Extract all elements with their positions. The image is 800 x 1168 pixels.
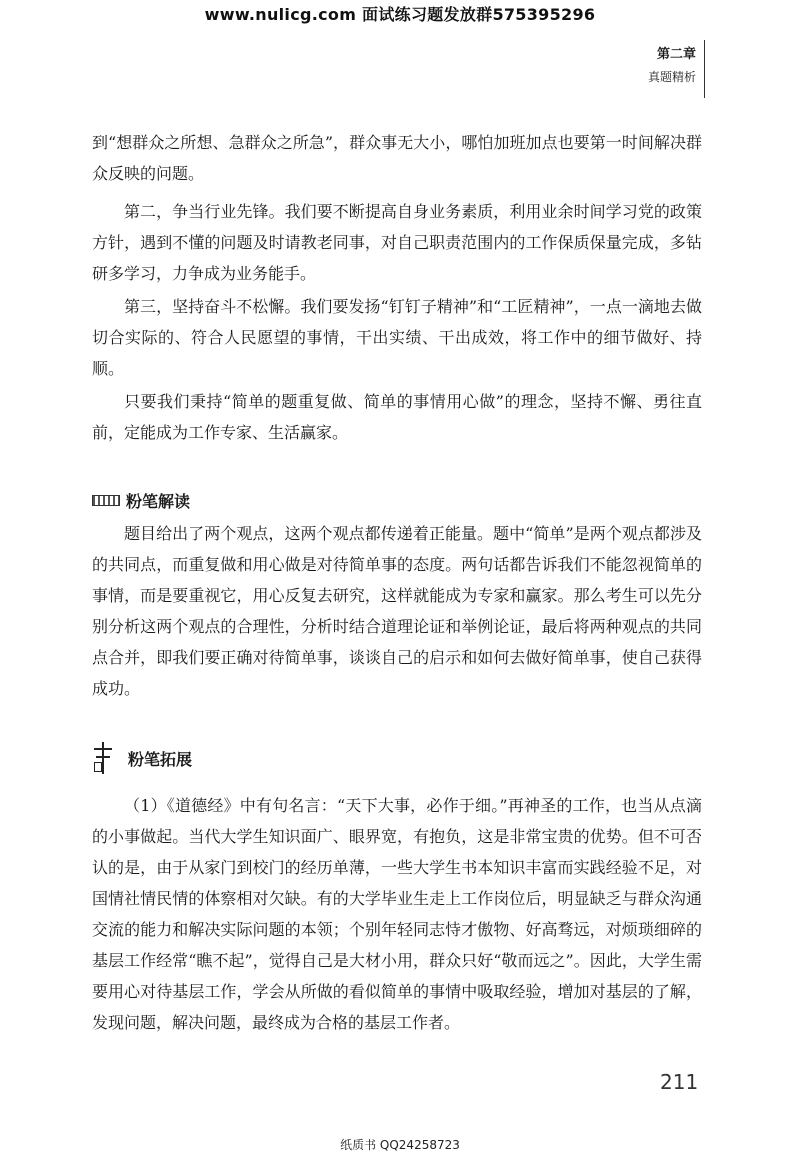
- answer-paragraph-4: 只要我们秉持“简单的题重复做、简单的事情用心做”的理念，坚持不懈、勇往直前，定能成为工作专家、生活赢家。: [92, 392, 702, 442]
- answer-paragraph-2: 第二，争当行业先锋。我们要不断提高自身业务素质，利用业余时间学习党的政策方针，遇到不懂的问题及时请教老同事，对自己职责范围内的工作保质保量完成，多钻研多学习，力争成为业务能手。: [92, 202, 702, 283]
- watermark-top: www.nulicg.com 面试练习题发放群575395296: [204, 5, 596, 24]
- expansion-heading: [92, 742, 192, 774]
- chapter-section: 真题精析: [647, 70, 696, 84]
- chapter-divider: [704, 40, 705, 98]
- expansion-body: （1）《道德经》中有句名言：“天下大事，必作于细。”再神圣的工作，也当从点滴的小事做起。当代大学生知识面广、眼界宽，有抱负，这是非常宝贵的优势。但不可否认的是，由于从家门到校门的经历单薄，一些大学生书本知识丰富而实践经验不足，对国情社情民情的体察相对欠缺。有的大学毕业生走上工作岗位后，明显缺乏与群众沟通交流的能力和解决实际问题的本领；个别年轻同志恃才傲物、好高骛远，对烦琐细碎的基层工作经常“瞧不起”，觉得自己是大材小用，群众只好“敬而远之”。因此，大学生需要用心对待基层工作，学会从所做的看似简单的事情中吸取经验，增加对基层的了解，发现问题，解决问题，最终成为合格的基层工作者。: [92, 796, 702, 1032]
- page-number: 211: [660, 1070, 699, 1094]
- interpretation-body: 题目给出了两个观点，这两个观点都传递着正能量。题中“简单”是两个观点都涉及的共同点，而重复做和用心做是对待简单事的态度。两句话都告诉我们不能忽视简单的事情，而是要重视它，用心反复去研究，这样就能成为专家和赢家。那么考生可以先分别分析这两个观点的合理性，分析时结合道理论证和举例论证，最后将两种观点的共同点合并，即我们要正确对待简单事，谈谈自己的启示和如何去做好简单事，使自己获得成功。: [92, 524, 702, 698]
- chapter-header: [648, 46, 696, 87]
- interpretation-icon: [92, 495, 120, 506]
- expansion-icon: [92, 742, 114, 774]
- answer-paragraph-3: 第三，坚持奋斗不松懈。我们要发扬“钉钉子精神”和“工匠精神”，一点一滴地去做切合实际的、符合人民愿望的事情，干出实绩、干出成效，将工作中的细节做好、持顺。: [92, 297, 702, 378]
- watermark-bottom: 纸质书 QQ24258723: [340, 1138, 460, 1152]
- answer-paragraph-1: 到“想群众之所想、急群众之所急”，群众事无大小，哪怕加班加点也要第一时间解决群众反映的问题。: [92, 133, 702, 183]
- expansion-title: 粉笔拓展: [128, 749, 193, 769]
- interpretation-title: 粉笔解读: [126, 492, 191, 511]
- chapter-title: 第二章: [656, 47, 696, 62]
- interpretation-heading: [92, 489, 190, 512]
